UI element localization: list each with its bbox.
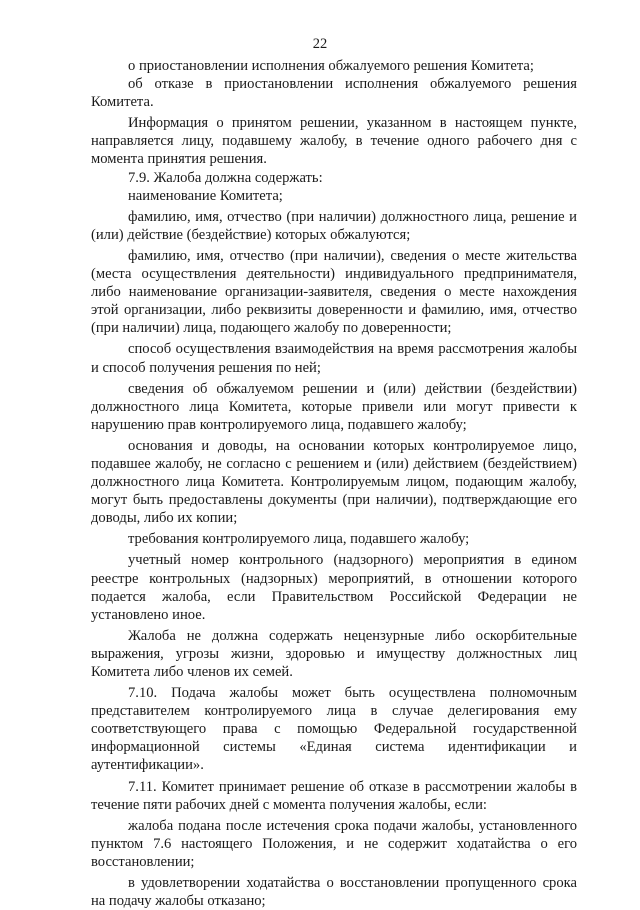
paragraph: в удовлетворении ходатайства о восстановлении пропущенного срока на подачу жалобы отказано;: [91, 875, 577, 910]
paragraph: о приостановлении исполнения обжалуемого решения Комитета;: [128, 58, 534, 74]
paragraph: жалоба подана после истечения срока подачи жалобы, установленного пунктом 7.6 настоящего Положения, и не содержит ходатайства о его восстановлении;: [91, 817, 577, 870]
paragraph: 7.9. Жалоба должна содержать:: [128, 169, 323, 186]
paragraph: способ осуществления взаимодействия на время рассмотрения жалобы и способ получения решения по ней;: [91, 341, 577, 376]
paragraph: 7.11. Комитет принимает решение об отказе в рассмотрении жалобы в течение пяти рабочих дней с момента получения жалобы, если:: [91, 778, 577, 813]
paragraph: об отказе в приостановлении исполнения обжалуемого решения Комитета.: [91, 76, 577, 111]
paragraph: Информация о принятом решении, указанном в настоящем пункте, направляется лицу, подавшему жалобу, в течение одного рабочего дня с момента принятия решения.: [91, 115, 577, 168]
paragraph: сведения об обжалуемом решении и (или) действии (бездействии) должностного лица Комитета, которые привели или могут привести к нарушению прав контролируемого лица, подавшего жалобу;: [91, 380, 577, 433]
paragraph: наименование Комитета;: [128, 187, 283, 204]
document-body: [91, 57, 577, 910]
paragraph: Жалоба не должна содержать нецензурные либо оскорбительные выражения, угрозы жизни, здоровью и имуществу должностных лиц Комитета либо членов их семей.: [91, 627, 577, 680]
paragraph: основания и доводы, на основании которых контролируемое лицо, подавшее жалобу, не согласно с решением и (или) действием (бездействием) должностного лица Комитета. Контролируемым лицом, подающим жалобу, могут быть предоставлены документы (при наличии), подтверждающие его доводы, либо их копии;: [91, 437, 577, 527]
paragraph: фамилию, имя, отчество (при наличии) должностного лица, решение и (или) действие (бездействие) которых обжалуются;: [91, 208, 577, 243]
paragraph: фамилию, имя, отчество (при наличии), сведения о месте жительства (места осуществления деятельности) индивидуального предпринимателя, либо наименование организации-заявителя, сведения о месте нахождения этой организации, либо реквизиты доверенности и фамилию, имя, отчество (при наличии) лица, подающего жалобу по доверенности;: [91, 247, 577, 337]
paragraph: учетный номер контрольного (надзорного) мероприятия в едином реестре контрольных (надзорных) мероприятий, в отношении которого подается жалоба, если Правительством Российской Федерации не установлено иное.: [91, 552, 577, 623]
paragraph: требования контролируемого лица, подавшего жалобу;: [128, 531, 470, 548]
page-number: 22: [312, 36, 328, 52]
paragraph: 7.10. Подача жалобы может быть осуществлена полномочным представителем контролируемого лица в случае делегирования ему соответствующего права с помощью Федеральной государственной информационной системы «Единая система идентификации и аутентификации».: [91, 685, 577, 774]
